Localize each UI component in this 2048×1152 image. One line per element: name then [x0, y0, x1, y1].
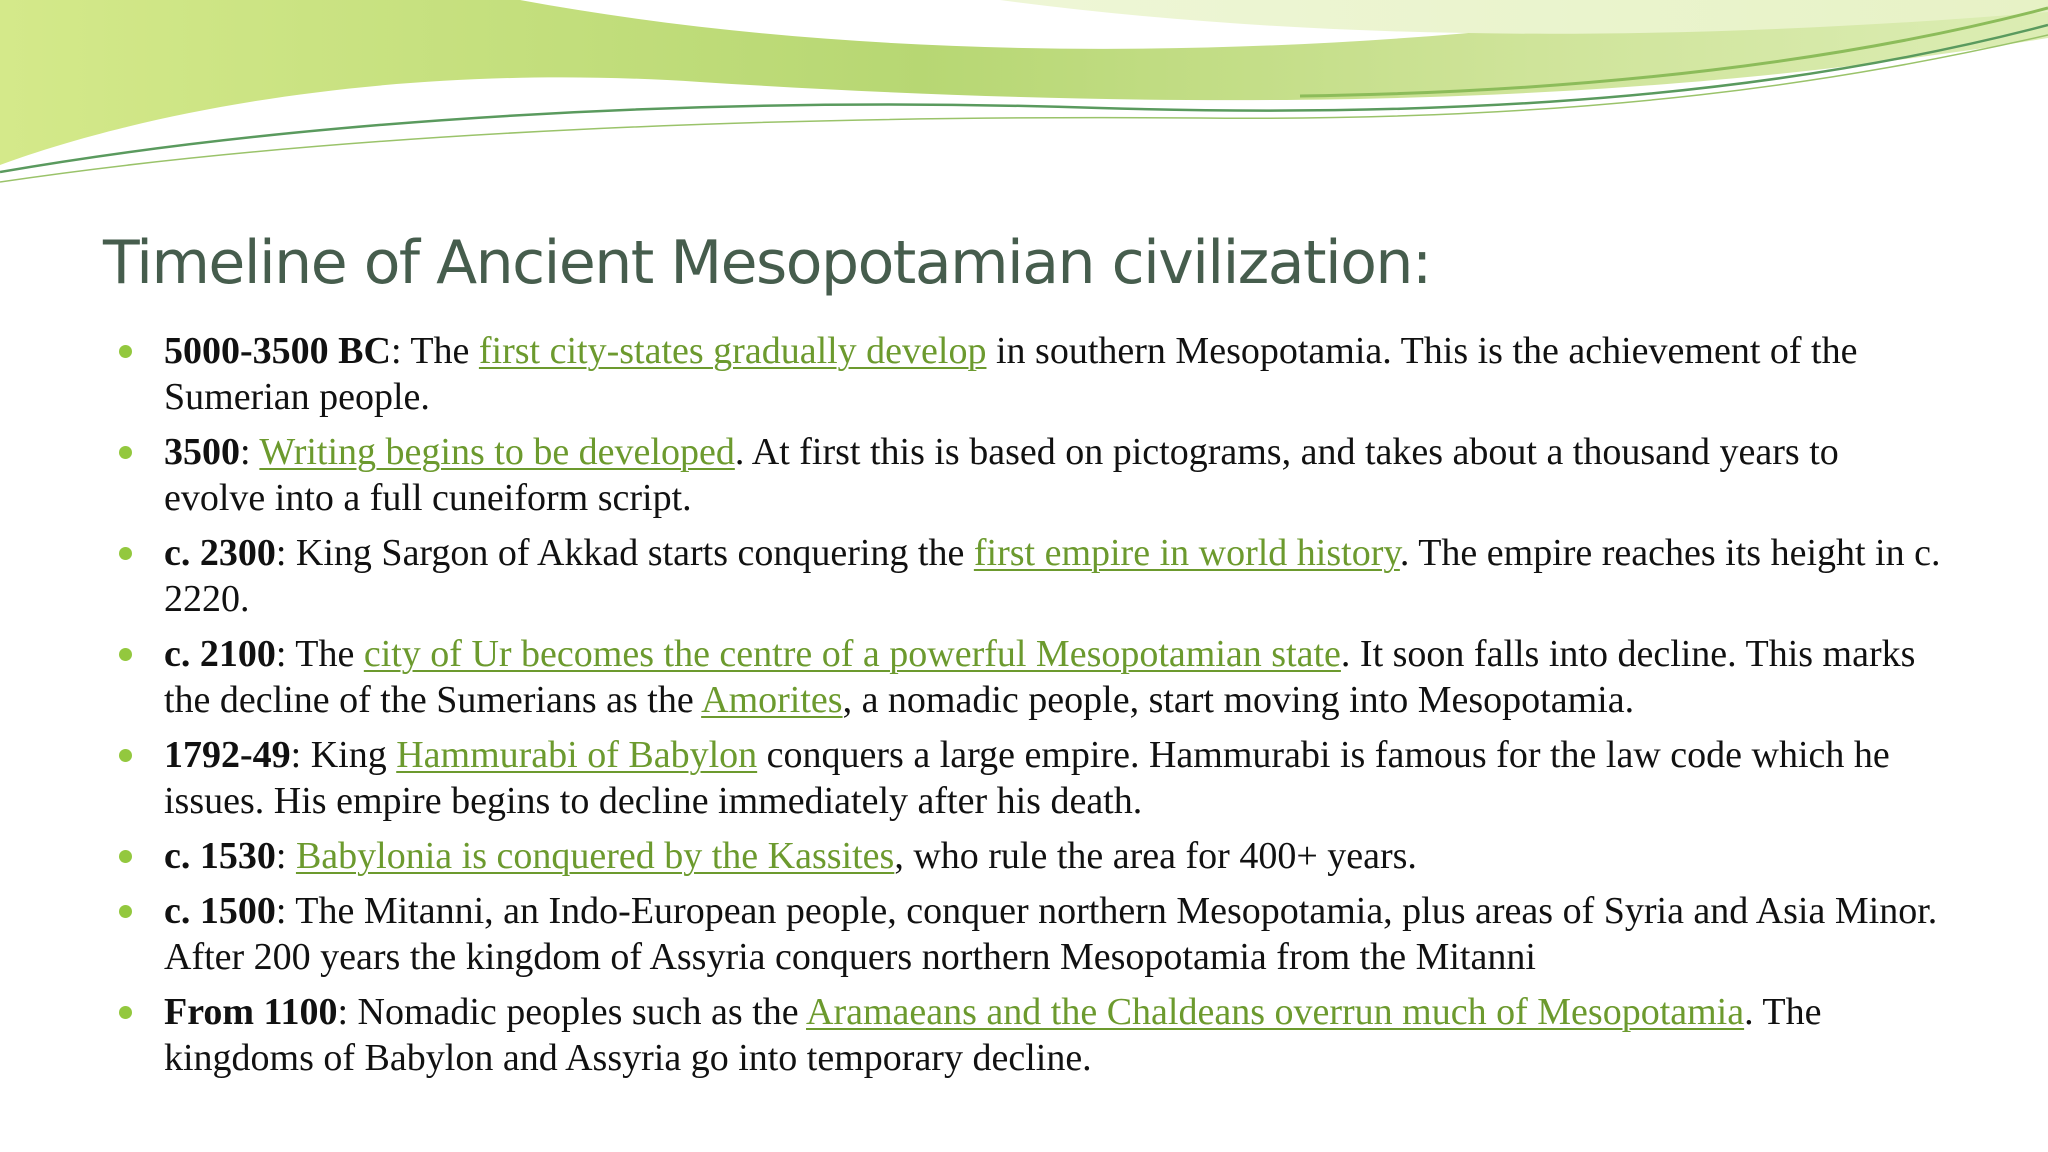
- timeline-text: : Nomadic peoples such as the: [337, 991, 807, 1033]
- timeline-text: , who rule the area for 400+ years.: [894, 835, 1417, 877]
- header-wave-decoration: [0, 0, 2048, 200]
- timeline-text: . It soon falls into decline. This marks the decline of the Sumerians as the: [164, 633, 1916, 721]
- timeline-item: [112, 631, 1942, 723]
- timeline-date: c. 1500: [164, 890, 276, 932]
- timeline-item: [112, 989, 1942, 1081]
- timeline-text: . The kingdoms of Babylon and Assyria go into temporary decline.: [164, 991, 1822, 1079]
- timeline-text: : King Sargon of Akkad starts conquering the: [275, 532, 974, 574]
- timeline-link[interactable]: Hammurabi of Babylon: [396, 734, 758, 776]
- timeline-item: [112, 888, 1942, 980]
- bullet-dot-icon: [119, 749, 132, 762]
- timeline-text: :: [240, 431, 260, 473]
- timeline-date: c. 1530: [164, 835, 276, 877]
- timeline-date: c. 2300: [164, 532, 276, 574]
- timeline-item: [112, 833, 1942, 879]
- timeline-text: : The Mitanni, an Indo-European people, conquer northern Mesopotamia, plus areas of Syria and Asia Minor. After 200 years the kingdom of Assyria conquers northern Mesopotamia from the Mitanni: [164, 890, 1938, 978]
- timeline-text: : The: [275, 633, 364, 675]
- bullet-dot-icon: [119, 547, 132, 560]
- timeline-date: From 1100: [164, 991, 338, 1033]
- timeline-text: : The: [390, 330, 479, 372]
- timeline-date: c. 2100: [164, 633, 276, 675]
- timeline-link[interactable]: first city-states gradually develop: [478, 330, 987, 372]
- timeline-link[interactable]: city of Ur becomes the centre of a powerful Mesopotamian state: [363, 633, 1341, 675]
- timeline-link[interactable]: Aramaeans and the Chaldeans overrun much of Mesopotamia: [806, 991, 1745, 1033]
- timeline-link[interactable]: Babylonia is conquered by the Kassites: [295, 835, 895, 877]
- timeline-text: conquers a large empire. Hammurabi is famous for the law code which he issues. His empire begins to decline immediately after his death.: [164, 734, 1890, 822]
- timeline-item: [112, 530, 1942, 622]
- timeline-link[interactable]: Amorites: [701, 679, 843, 721]
- timeline-list: [112, 328, 1942, 1081]
- timeline-text: in southern Mesopotamia. This is the achievement of the Sumerian people.: [164, 330, 1858, 418]
- bullet-dot-icon: [119, 905, 132, 918]
- timeline-content: [112, 328, 1942, 1090]
- timeline-item: [112, 328, 1942, 420]
- timeline-date: 1792-49: [164, 734, 291, 776]
- timeline-date: 3500: [164, 431, 240, 473]
- timeline-text: : King: [290, 734, 397, 776]
- slide-title: Timeline of Ancient Mesopotamian civilization:: [103, 228, 1431, 298]
- timeline-item: [112, 429, 1942, 521]
- timeline-text: :: [275, 835, 296, 877]
- bullet-dot-icon: [119, 446, 132, 459]
- bullet-dot-icon: [119, 345, 132, 358]
- timeline-text: , a nomadic people, start moving into Mesopotamia.: [842, 679, 1635, 721]
- bullet-dot-icon: [119, 850, 132, 863]
- timeline-date: 5000-3500 BC: [164, 330, 391, 372]
- timeline-link[interactable]: Writing begins to be developed: [259, 431, 735, 473]
- timeline-text: . The empire reaches its height in c. 2220.: [164, 532, 1941, 620]
- timeline-text: . At first this is based on pictograms, and takes about a thousand years to evolve into a full cuneiform script.: [164, 431, 1839, 519]
- timeline-link[interactable]: first empire in world history: [973, 532, 1400, 574]
- timeline-item: [112, 732, 1942, 824]
- bullet-dot-icon: [119, 648, 132, 661]
- bullet-dot-icon: [119, 1006, 132, 1019]
